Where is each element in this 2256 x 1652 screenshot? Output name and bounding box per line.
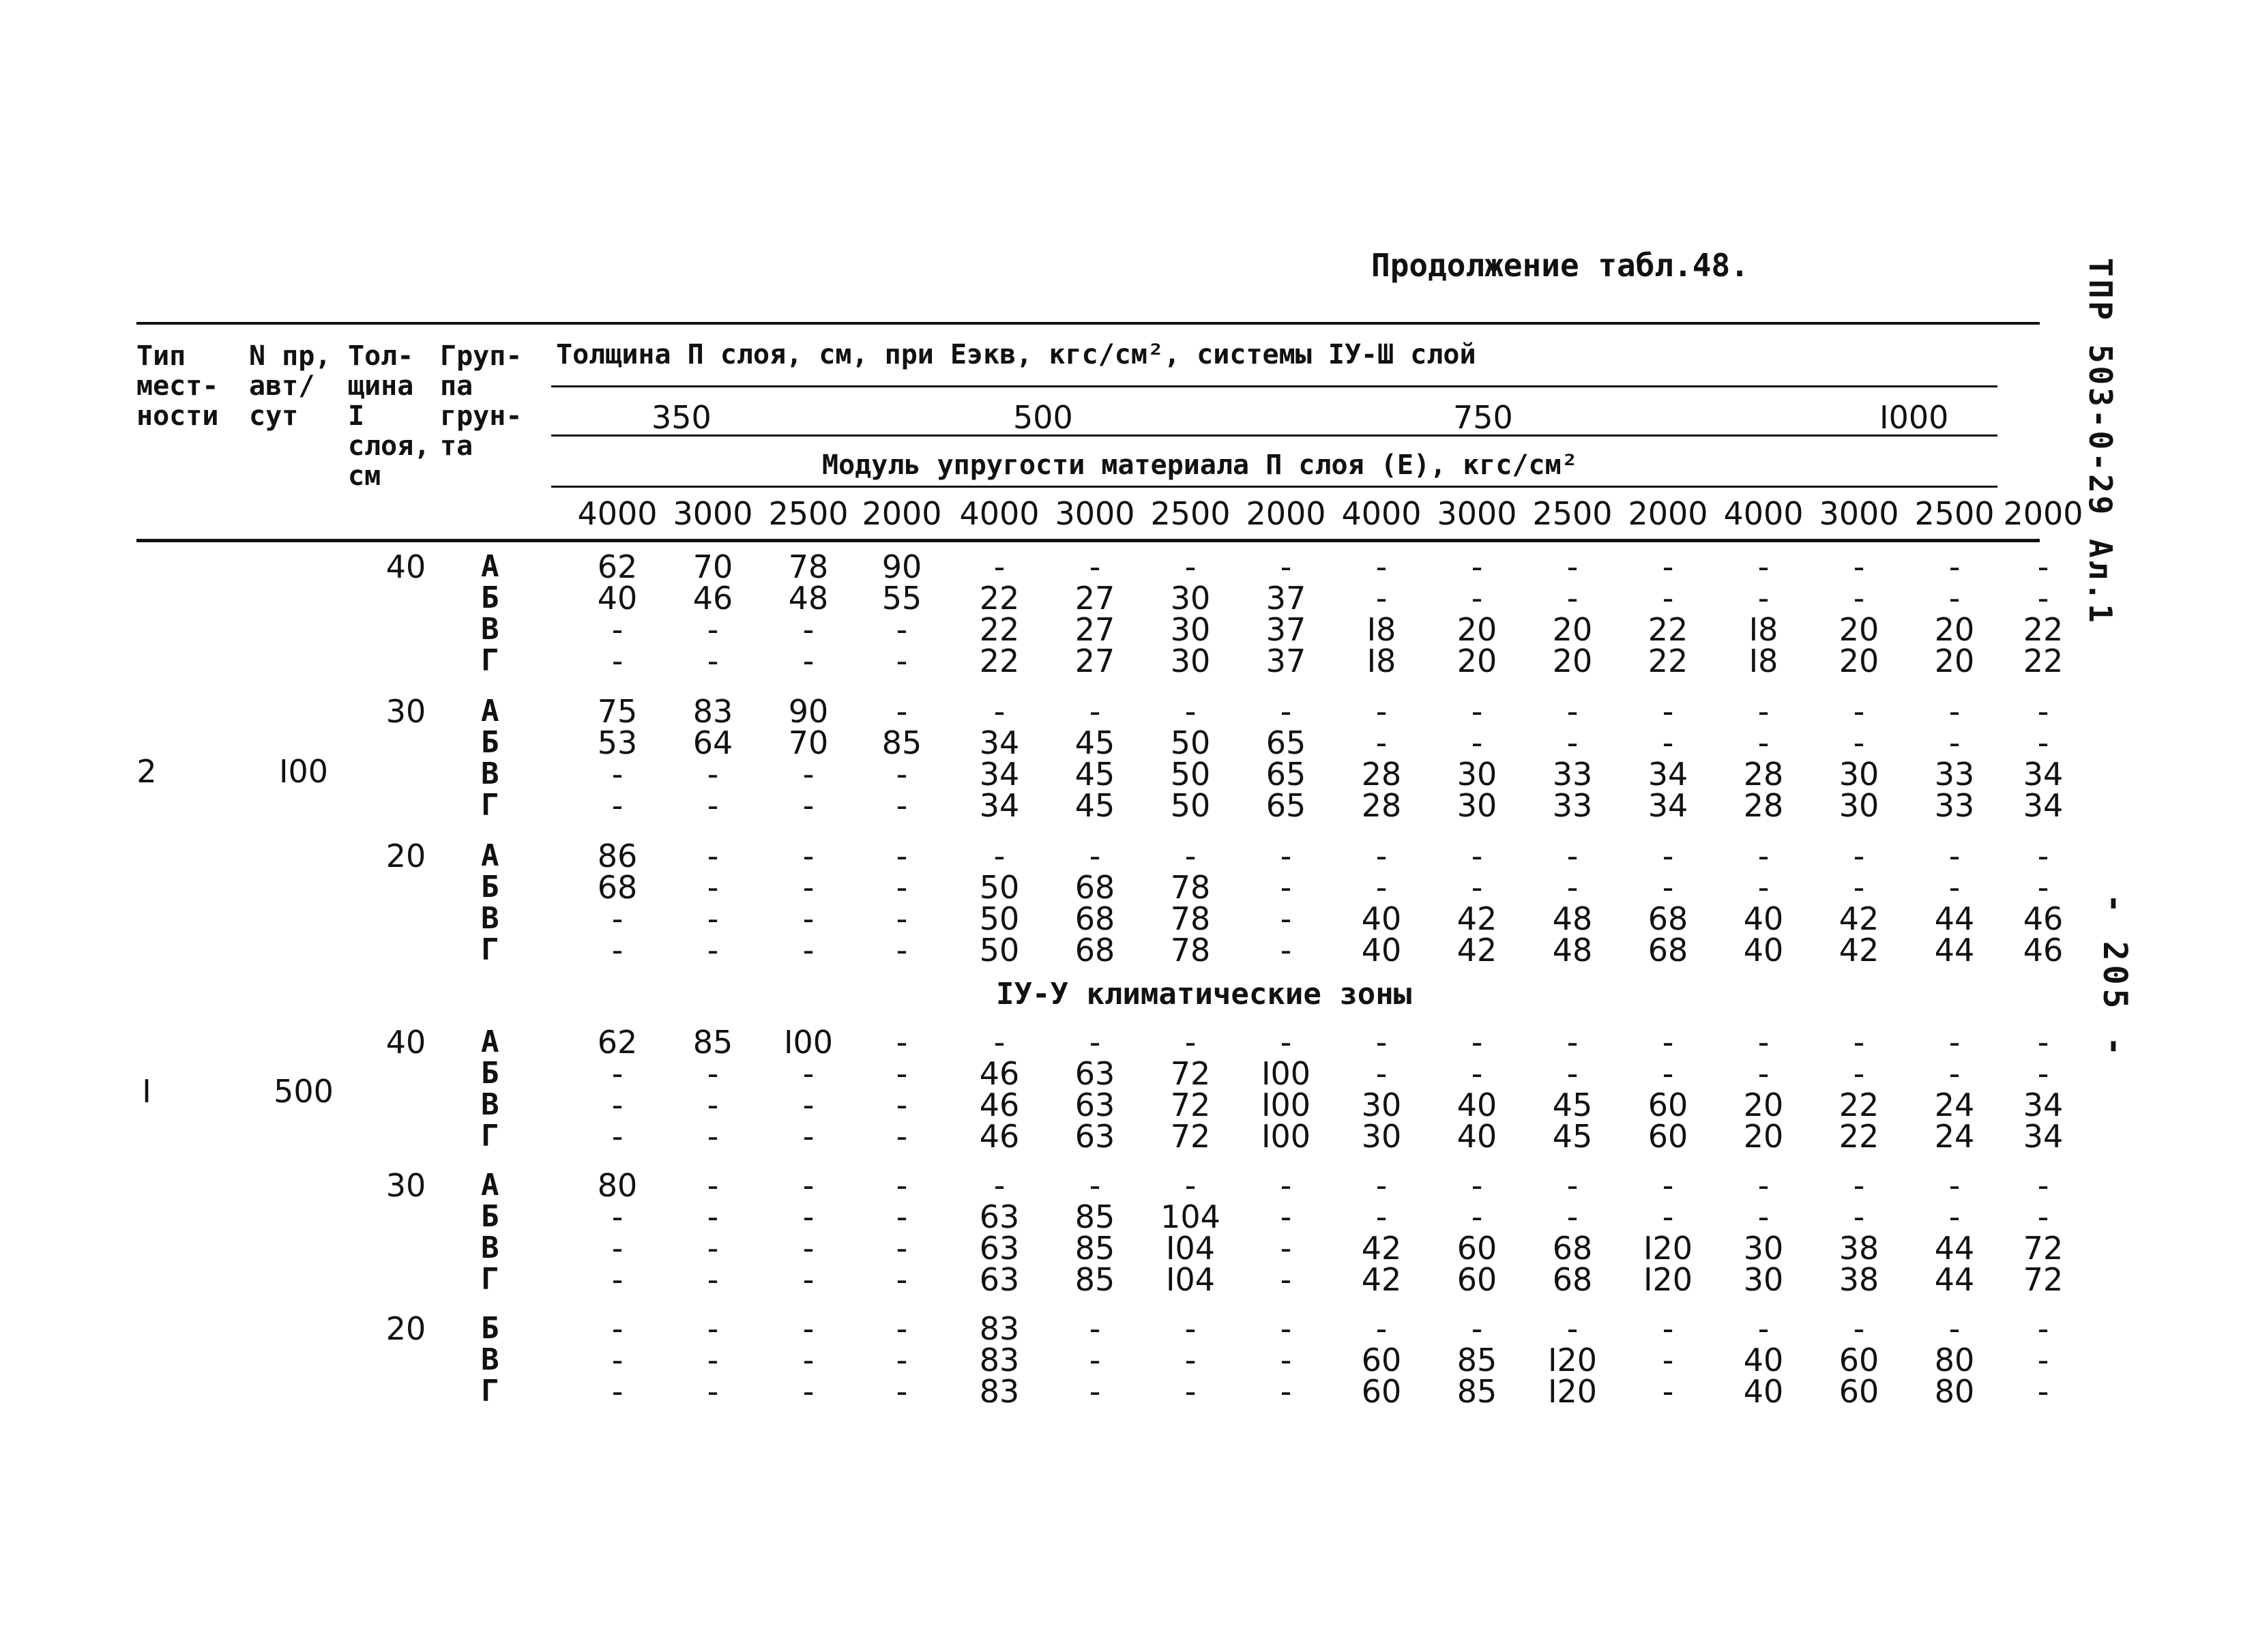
table-cell: - - I8 I8	[1748, 548, 1778, 679]
header-modulus-value: 2500	[1532, 495, 1613, 532]
table-cell: - - 44 44	[1934, 838, 1975, 969]
table-cell: 83 83 83	[979, 1310, 1020, 1410]
table-cell: - 46 46 46	[979, 1024, 1020, 1155]
table-cell: - - 28 28	[1743, 693, 1784, 824]
table-cell: - 72 72 72	[1170, 1024, 1211, 1155]
header-bottom-rule	[136, 539, 2040, 542]
table-cell: - - 30 30	[1743, 1167, 1784, 1298]
header-soil-group: Груп- па грун- та	[440, 340, 523, 462]
table-cell: - - -	[802, 1310, 815, 1410]
table-cell: - - 48 48	[1552, 838, 1593, 969]
header-eekv-1000: I000	[1879, 399, 1949, 436]
table-cell: - 80 80	[1934, 1310, 1975, 1410]
table-cell: 70 46 - -	[692, 548, 733, 679]
table-cell: - 50 50 50	[979, 838, 1020, 969]
table-cell: - - 40 40	[1743, 838, 1784, 969]
table-cell: - 34 34 34	[979, 693, 1020, 824]
layer1-thickness-value: 40	[385, 1024, 426, 1061]
table-cell: - 37 37 37	[1265, 548, 1306, 679]
table-cell: 83 64 - -	[692, 693, 733, 824]
table-cell: - - 20 20	[1552, 548, 1593, 679]
table-cell: - - - -	[707, 1167, 719, 1298]
table-cell: - - 38 38	[1839, 1167, 1879, 1298]
table-cell: - 40 40	[1743, 1310, 1784, 1410]
top-rule	[136, 322, 2040, 325]
table-cell: - - 60 60	[1456, 1167, 1497, 1298]
table-cell: - - -	[1089, 1310, 1101, 1410]
soil-group-list: А Б В Г	[481, 1168, 499, 1297]
terrain-type-value: 2	[136, 753, 157, 790]
table-cell: - - 22 22	[1647, 548, 1688, 679]
table-cell: - I00 I00 I00	[1261, 1024, 1311, 1155]
header-modulus-value: 2000	[862, 495, 942, 532]
table-cell: - - 34 34	[2023, 693, 2064, 824]
table-cell: - - 30 30	[1456, 693, 1497, 824]
table-cell: 85 - - -	[692, 1024, 733, 1155]
table-cell: - - - -	[707, 838, 719, 969]
table-cell: - - 68 68	[1552, 1167, 1593, 1298]
layer1-thickness-value: 20	[385, 1310, 426, 1347]
header-modulus-value: 4000	[1341, 495, 1422, 532]
table-cell: - - 33 33	[1934, 693, 1975, 824]
table-cell: - - I8 I8	[1366, 548, 1396, 679]
header-modulus-value: 3000	[1819, 495, 1899, 532]
header-modulus-value: 3000	[1055, 495, 1135, 532]
table-cell: 78 48 - -	[788, 548, 829, 679]
table-cell: 90 55 - -	[881, 548, 922, 679]
table-cell: - - 20 20	[1934, 548, 1975, 679]
table-cell: - - 40 40	[1456, 1024, 1497, 1155]
header-modulus-value: 3000	[1437, 495, 1517, 532]
table-cell: 90 70 - -	[788, 693, 829, 824]
table-cell: - - 42 42	[1839, 838, 1879, 969]
table-cell: - 60 60	[1361, 1310, 1402, 1410]
layer1-thickness-value: 20	[385, 838, 426, 874]
table-cell: - - - -	[1280, 838, 1292, 969]
table-cell: - - 20 20	[1743, 1024, 1784, 1155]
header-terrain-type: Тип мест- ности	[136, 340, 219, 432]
table-cell: - I20 I20	[1547, 1310, 1598, 1410]
header-layer1-thickness: Тол- щина I слоя, см	[348, 340, 430, 492]
table-cell: - 104 I04 I04	[1160, 1167, 1220, 1298]
header-modulus-value: 2500	[1150, 495, 1231, 532]
table-cell: 62 40 - -	[597, 548, 638, 679]
table-cell: - - -	[1280, 1310, 1292, 1410]
table-cell: - - -	[1184, 1310, 1197, 1410]
table-cell: - - 72 72	[2023, 1167, 2064, 1298]
table-cell: I00 - - -	[783, 1024, 834, 1155]
header-modulus-value: 4000	[959, 495, 1040, 532]
soil-group-list: А Б В Г	[481, 838, 499, 967]
table-cell: - - 34 34	[2023, 1024, 2064, 1155]
table-cell: - 30 30 30	[1170, 548, 1211, 679]
table-cell: - 78 78 78	[1170, 838, 1211, 969]
table-cell: - - - -	[896, 1167, 908, 1298]
table-cell: - 50 50 50	[1170, 693, 1211, 824]
table-cell: - - 20 20	[1839, 548, 1879, 679]
header-modulus-value: 2000	[1628, 495, 1708, 532]
traffic-value: I00	[278, 753, 329, 790]
header-modulus-value: 4000	[577, 495, 658, 532]
header-modulus-value: 2500	[1914, 495, 1995, 532]
header-title: Толщина П слоя, см, при Еэкв, кгс/см², системы IУ-Ш слой	[556, 339, 1476, 370]
table-cell: - - 68 68	[1647, 838, 1688, 969]
header-eekv-350: 350	[651, 399, 712, 436]
header-modulus-value: 3000	[673, 495, 753, 532]
table-cell: 86 68 - -	[597, 838, 638, 969]
table-cell: - 63 63 63	[1074, 1024, 1115, 1155]
table-cell: - 68 68 68	[1074, 838, 1115, 969]
table-cell: - - 22 22	[1839, 1024, 1879, 1155]
header-modulus-value: 2000	[1246, 495, 1326, 532]
table-cell: - - -	[611, 1310, 624, 1410]
table-cell: - - 45 45	[1552, 1024, 1593, 1155]
header-modulus-value: 4000	[1723, 495, 1804, 532]
table-cell: - - I20 I20	[1643, 1167, 1693, 1298]
page-number: - 205 -	[2096, 894, 2134, 1061]
table-cell: - - 30 30	[1361, 1024, 1402, 1155]
table-cell: - 85 85 85	[1074, 1167, 1115, 1298]
table-cell: - 85 - -	[881, 693, 922, 824]
header-traffic: N пр, авт/ сут	[249, 340, 332, 432]
header-eekv-750: 750	[1453, 399, 1513, 436]
layer1-thickness-value: 30	[385, 1167, 426, 1204]
table-cell: - - 28 28	[1361, 693, 1402, 824]
table-cell: - - 46 46	[2023, 838, 2064, 969]
table-caption: Продолжение табл.48.	[1371, 247, 1749, 284]
soil-group-list: Б В Г	[481, 1311, 499, 1408]
table-cell: - - -	[896, 1310, 908, 1410]
header-eekv-500: 500	[1013, 399, 1073, 436]
header-modulus-title: Модуль упругости материала П слоя (Е), кгс/см²	[822, 449, 1578, 481]
table-cell: - 65 65 65	[1265, 693, 1306, 824]
table-cell: 80 - - -	[597, 1167, 638, 1298]
table-cell: - - 60 60	[1647, 1024, 1688, 1155]
table-cell: - 27 27 27	[1074, 548, 1115, 679]
soil-group-list: А Б В Г	[481, 549, 499, 678]
document-code: ТПР 503-0-29 Ал.1	[2082, 258, 2119, 625]
table-cell: - - 44 44	[1934, 1167, 1975, 1298]
table-cell: - - - -	[802, 838, 815, 969]
table-cell: - - - -	[802, 1167, 815, 1298]
header-modulus-value: 2500	[768, 495, 849, 532]
table-cell: - - 30 30	[1839, 693, 1879, 824]
header-rule-3	[551, 486, 1997, 488]
table-cell: - - - -	[896, 1024, 908, 1155]
table-cell: - - 33 33	[1552, 693, 1593, 824]
header-rule-1	[551, 385, 1997, 387]
layer1-thickness-value: 40	[385, 548, 426, 585]
layer1-thickness-value: 30	[385, 693, 426, 730]
table-cell: - 85 85	[1456, 1310, 1497, 1410]
table-cell: - 63 63 63	[979, 1167, 1020, 1298]
table-cell: - - 34 34	[1647, 693, 1688, 824]
header-modulus-value: 2000	[2003, 495, 2083, 532]
table-cell: 75 53 - -	[597, 693, 638, 824]
header-rule-2	[551, 434, 1997, 437]
soil-group-list: А Б В Г	[481, 1024, 499, 1153]
table-cell: - - 22 22	[2023, 548, 2064, 679]
table-cell: - - -	[2037, 1310, 2049, 1410]
table-cell: - - 40 40	[1361, 838, 1402, 969]
table-cell: - - 24 24	[1934, 1024, 1975, 1155]
table-cell: - - 42 42	[1456, 838, 1497, 969]
table-cell: - - -	[707, 1310, 719, 1410]
table-cell: - - 20 20	[1456, 548, 1497, 679]
soil-group-list: А Б В Г	[481, 694, 499, 823]
table-cell: 62 - - -	[597, 1024, 638, 1155]
table-cell: - 45 45 45	[1074, 693, 1115, 824]
table-cell: - 22 22 22	[979, 548, 1020, 679]
climate-zone-label: IУ-У климатические зоны	[996, 977, 1412, 1012]
table-cell: - - 42 42	[1361, 1167, 1402, 1298]
terrain-type-value: I	[142, 1073, 151, 1110]
table-cell: - - -	[1662, 1310, 1674, 1410]
table-cell: - 60 60	[1839, 1310, 1879, 1410]
traffic-value: 500	[274, 1073, 334, 1110]
table-cell: - - - -	[896, 838, 908, 969]
table-cell: - - - -	[1280, 1167, 1292, 1298]
